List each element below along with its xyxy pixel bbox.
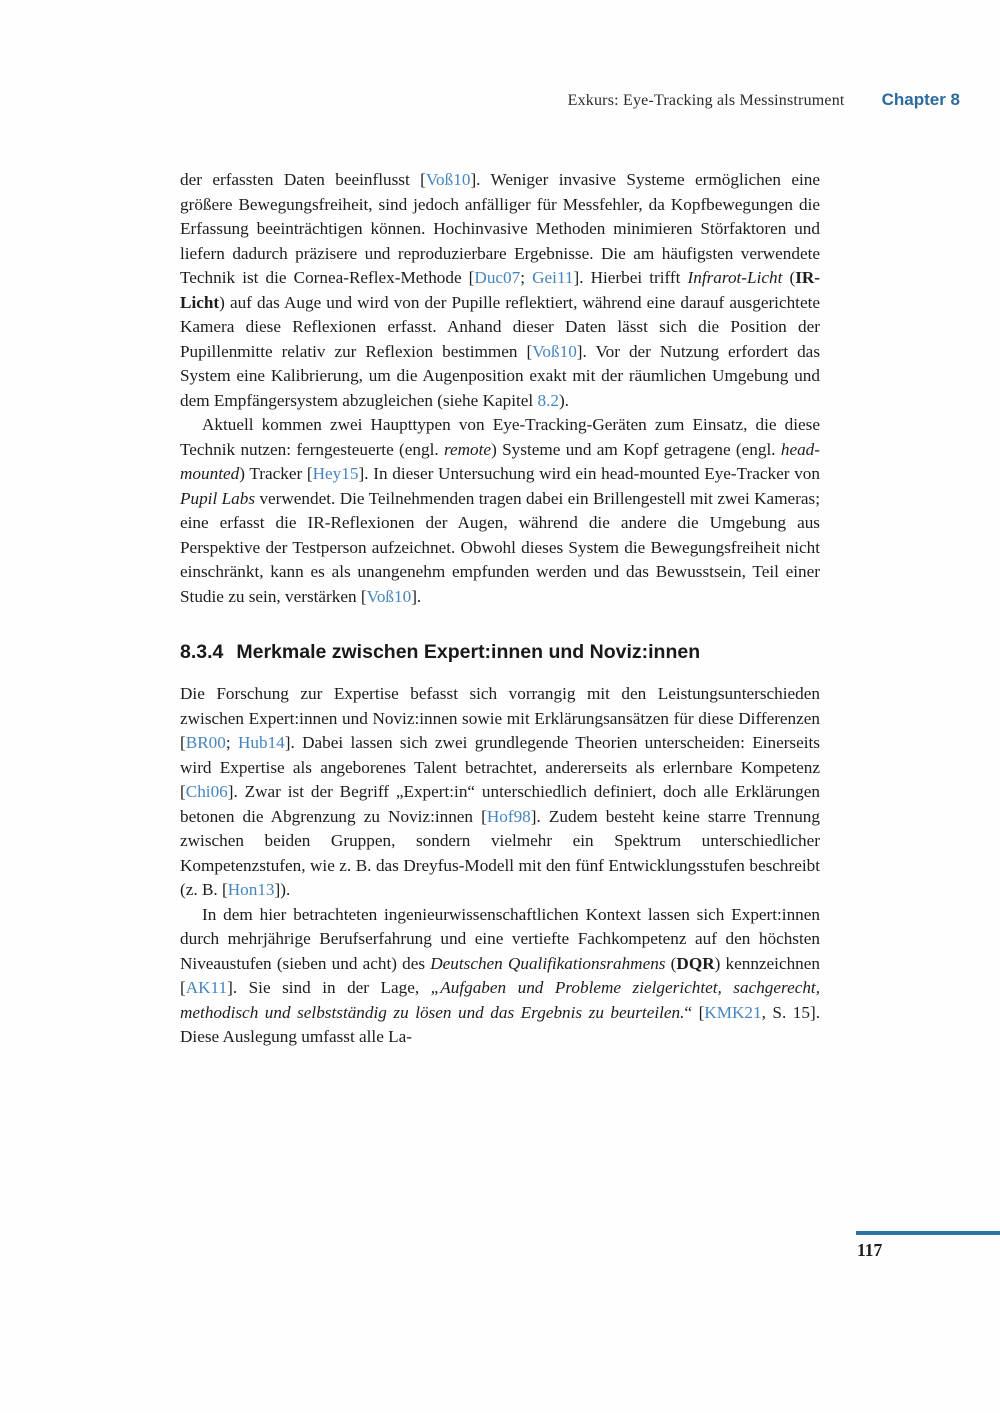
text-run: der erfassten Daten beeinflusst [	[180, 170, 426, 189]
citation-link[interactable]: AK11	[185, 978, 228, 997]
section-title: Merkmale zwischen Expert:innen und Noviz:innen	[236, 641, 701, 663]
footer-rule	[856, 1231, 1000, 1235]
text-run: ]. Zudem besteht keine starre Trennung zwischen beiden Gruppen, sondern vielmehr ein Spektrum unterschiedlicher Kompetenzstufen, wie z. B. das Dreyfus-Modell mit den fünf Entwicklungsstufen beschreibt (z. B. [	[180, 806, 820, 899]
citation-link[interactable]: Duc07	[474, 268, 521, 287]
body-paragraph-1	[180, 168, 820, 413]
text-run: remote	[443, 439, 492, 459]
text-run: IR-Licht	[180, 268, 821, 312]
text-run: ]. Weniger invasive Systeme ermöglichen eine größere Bewegungsfreiheit, sind jedoch anfälliger für Messfehler, da Kopfbewegungen die Erfassung beeinträchtigen können. Hochinvasive Methoden minimieren Störfaktoren und liefern dadurch präzisere und reproduzierbare Ergebnisse. Die am häufigsten verwendete Technik ist die Cornea-Reflex-Methode [	[180, 170, 820, 287]
text-run: (	[782, 268, 796, 287]
text-run: ) kennzeichnen [	[180, 953, 820, 997]
citation-link[interactable]: 8.2	[537, 390, 559, 410]
page-header	[180, 90, 960, 110]
text-run: ]. In dieser Untersuchung wird ein head-mounted Eye-Tracker von	[358, 464, 820, 483]
text-run: ]. Hierbei trifft	[573, 268, 688, 287]
text-run: ]).	[274, 880, 291, 899]
text-run: ).	[558, 390, 569, 410]
citation-link[interactable]: Hey15	[312, 464, 359, 483]
citation-link[interactable]: Chi06	[185, 782, 228, 801]
citation-link[interactable]: BR00	[185, 733, 226, 752]
section-heading	[180, 640, 820, 665]
page-body	[180, 168, 820, 1050]
text-run: ].	[411, 586, 422, 606]
text-run: (	[665, 953, 677, 973]
text-run: DQR	[676, 953, 715, 973]
text-run: verwendet. Die Teilnehmenden tragen dabei ein Brillengestell mit zwei Kameras; eine erfasst die IR-Reflexionen der Augen, während die andere die Umgebung aus Perspektive der Testperson aufzeichnet. Obwohl dieses System die Bewegungsfreiheit nicht einschränkt, kann es als unangenehm empfunden werden und das Bewusstsein, Teil einer Studie zu sein, verstärken [	[180, 488, 821, 606]
citation-link[interactable]: Voß10	[532, 341, 577, 361]
running-title: Exkurs: Eye-Tracking als Messinstrument	[567, 92, 845, 109]
text-run: „Aufgaben und Probleme zielgerichtet, sachgerecht, methodisch und selbstständig zu lösen und das Ergebnis zu beurteilen.	[180, 978, 820, 1022]
citation-link[interactable]: Voß10	[425, 170, 471, 189]
text-run: Pupil Labs	[180, 488, 256, 508]
citation-link[interactable]: Gei11	[532, 268, 574, 287]
text-run: Aktuell kommen zwei Haupttypen von Eye-Tracking-Geräten zum Einsatz, die diese Technik nutzen: ferngesteuerte (engl.	[180, 415, 820, 459]
text-run: Deutschen Qualifikationsrahmens	[430, 953, 666, 973]
body-paragraph-2	[180, 413, 820, 609]
text-run: , S. 15]. Diese Auslegung umfasst alle La-	[180, 1002, 820, 1046]
citation-link[interactable]: Voß10	[366, 586, 412, 606]
citation-link[interactable]: Hof98	[486, 806, 531, 826]
citation-link[interactable]: KMK21	[704, 1002, 762, 1022]
text-run: ;	[520, 268, 533, 287]
text-run: ) Systeme und am Kopf getragene (engl.	[491, 439, 781, 459]
text-run: “ [	[684, 1002, 705, 1022]
text-run: ]. Vor der Nutzung erfordert das System eine Kalibrierung, um die Augenposition exakt mit der räumlichen Umgebung und dem Empfängersystem abzugleichen (siehe Kapitel	[180, 341, 821, 410]
body-paragraph-3	[180, 682, 820, 903]
text-run: ) Tracker [	[239, 464, 313, 483]
text-run: ;	[225, 733, 238, 752]
text-run: head-mounted	[180, 439, 820, 483]
text-run: ]. Dabei lassen sich zwei grundlegende Theorien unterscheiden: Einerseits wird Expertise als angeborenes Talent betrachtet, andererseits als erlernbare Kompetenz [	[180, 733, 820, 801]
text-run: ) auf das Auge und wird von der Pupille reflektiert, während eine darauf ausgerichtete Kamera diese Reflexionen erfasst. Anhand dieser Daten lässt sich die Position der Pupillenmitte relativ zur Reflexion bestimmen [	[180, 292, 820, 361]
citation-link[interactable]: Hon13	[227, 880, 275, 899]
text-run: ]. Sie sind in der Lage,	[227, 978, 431, 997]
page-number: 117	[857, 1240, 883, 1260]
body-paragraph-4	[180, 903, 820, 1050]
citation-link[interactable]: Hub14	[237, 733, 285, 752]
chapter-label: Chapter 8	[881, 90, 960, 109]
text-run: ]. Zwar ist der Begriff „Expert:in“ unterschiedlich definiert, doch alle Erklärungen betonen die Abgrenzung zu Noviz:innen [	[180, 782, 820, 826]
text-run: Die Forschung zur Expertise befasst sich vorrangig mit den Leistungsunterschieden zwischen Expert:innen und Noviz:innen sowie mit Erklärungsansätzen für diese Differenzen [	[180, 684, 820, 752]
text-run: In dem hier betrachteten ingenieurwissenschaftlichen Kontext lassen sich Expert:innen durch mehrjährige Berufserfahrung und eine vertiefte Fachkompetenz auf den höchsten Niveaustufen (sieben und acht) des	[180, 904, 820, 973]
text-run: Infrarot-Licht	[687, 268, 783, 287]
section-number: 8.3.4	[180, 641, 224, 663]
